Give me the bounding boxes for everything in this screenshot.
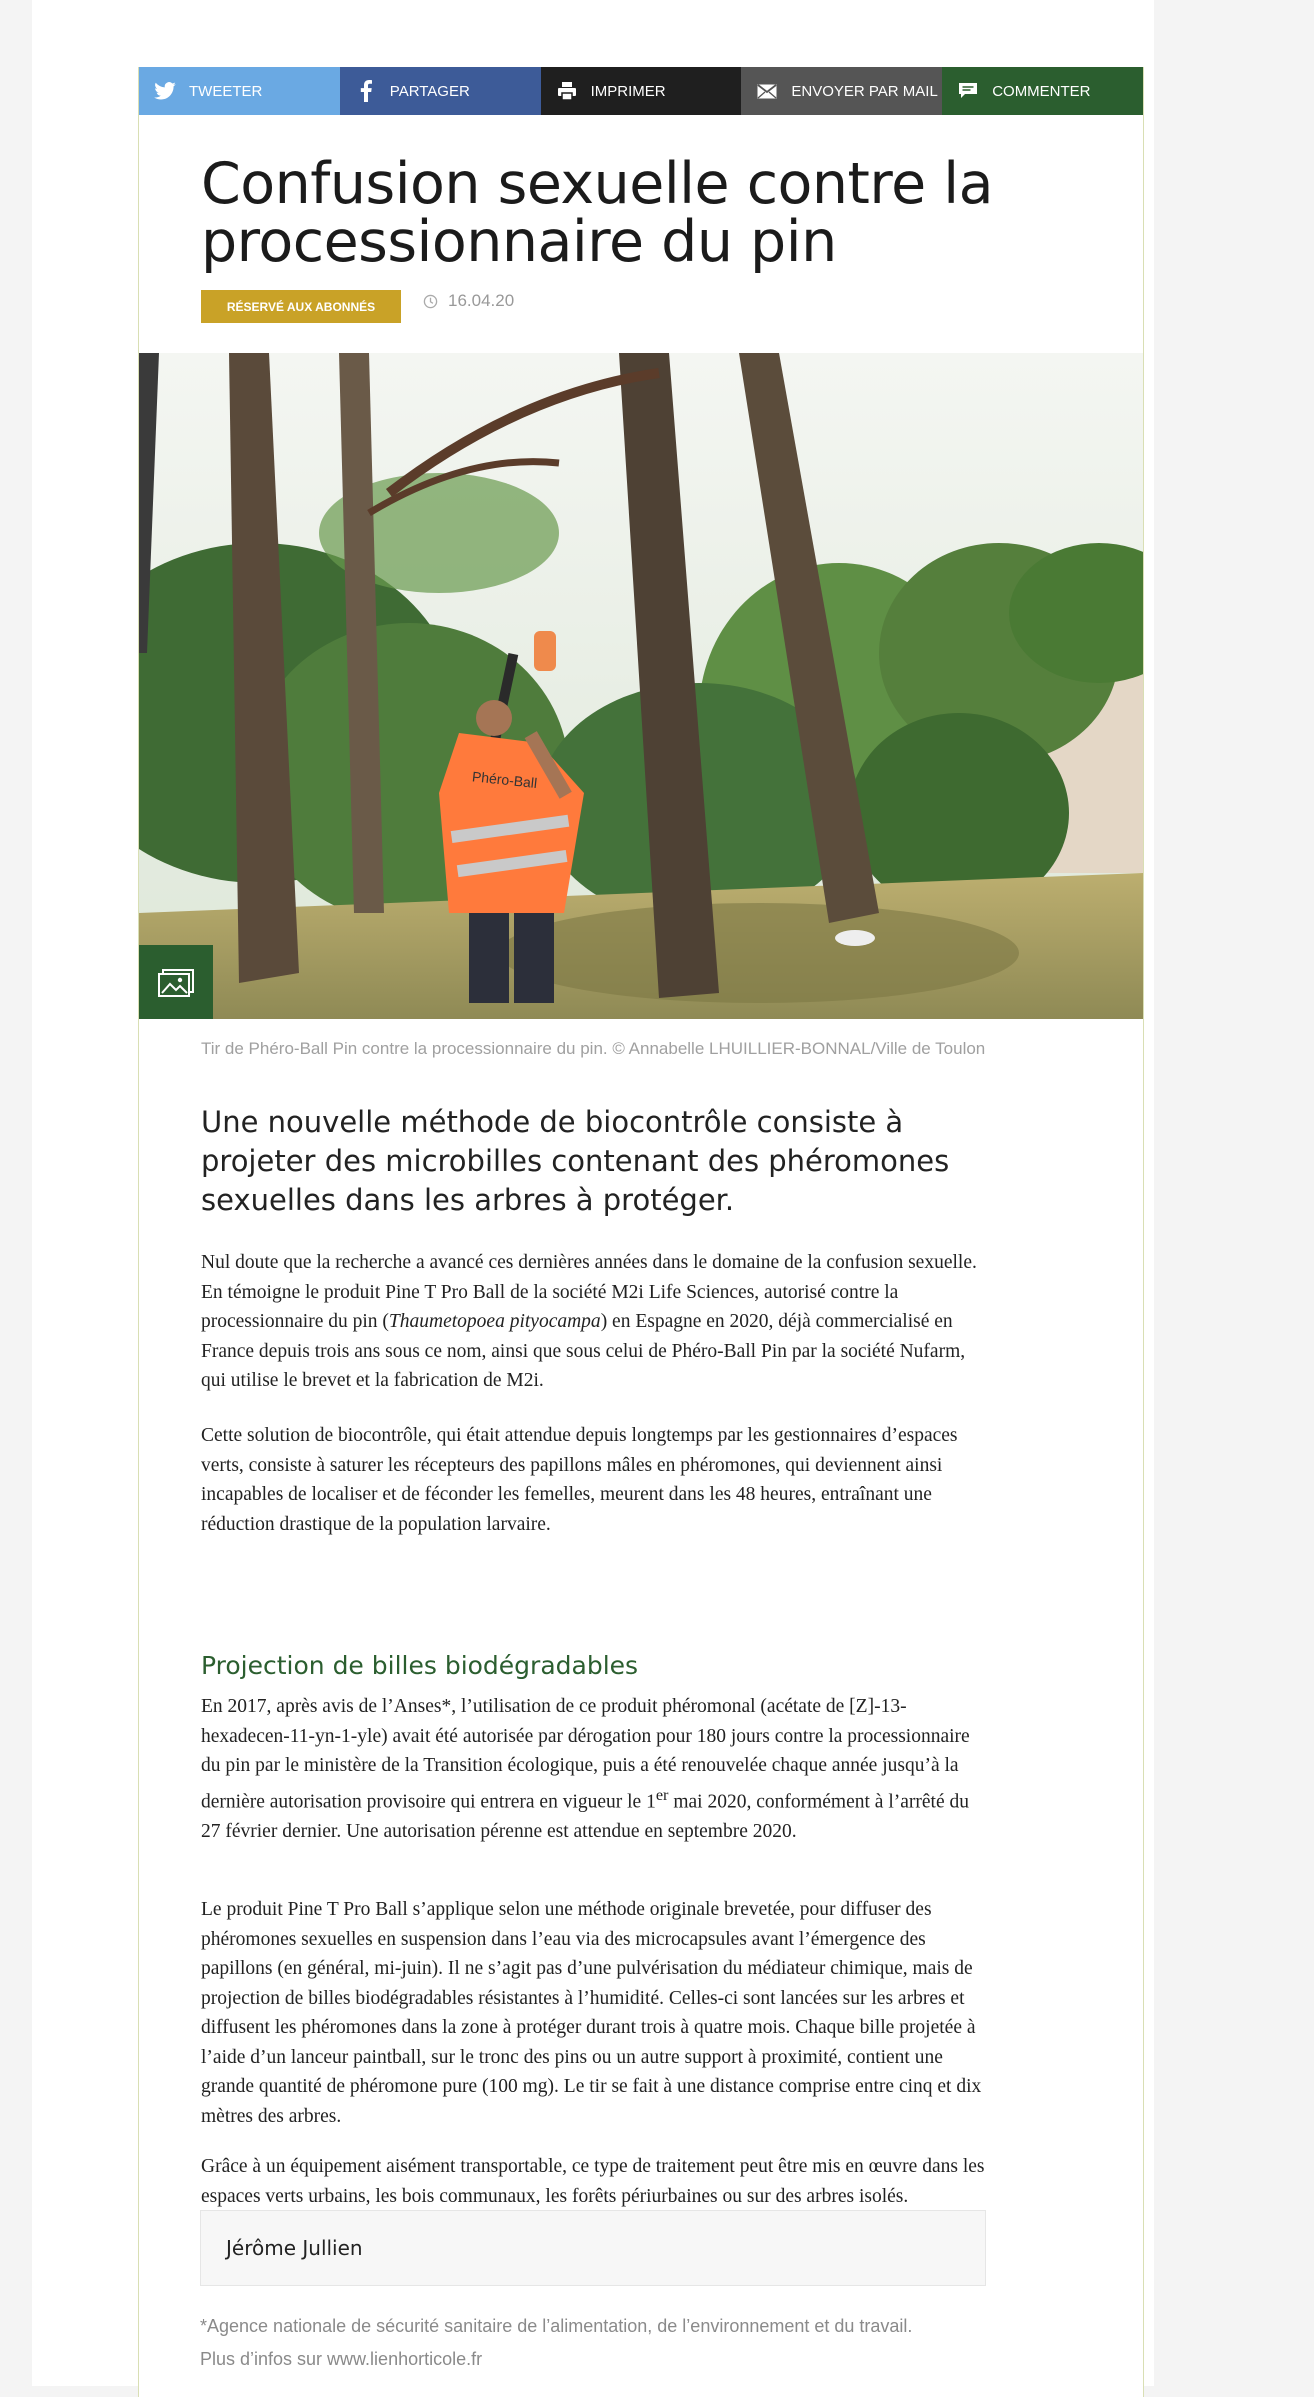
clock-icon: [423, 294, 438, 309]
facebook-icon: [354, 79, 378, 103]
paragraph-2: Cette solution de biocontrôle, qui était attendue depuis longtemps par les gestionnaires d’espaces verts, consiste à saturer les récepteurs des papillons mâles en phéromones, qui deviennent ainsi incapables de localiser et de féconder les femelles, meurent dans les 48 heures, entraînant une réduction drastique de la population larvaire.: [201, 1425, 958, 1535]
photo-illustration: [139, 353, 1143, 1019]
gallery-icon: [156, 967, 196, 997]
paragraph-3-text-a: En 2017, après avis de l’Anses*, l’utilisation de ce produit phéromonal (acétate de [Z]-13-hexadecen-11-yn-1-yle) avait été autorisée par dérogation pour 180 jours contre la processionnaire du pin par le ministère de la Transition écologique, puis a été renouvelée chaque année jusqu’à la dernière autorisation provisoire qui entrera en vigueur le 1: [201, 1696, 970, 1812]
vest-lettering: Phéro-Ball: [471, 768, 538, 792]
author-name: Jérôme Jullien: [226, 2236, 363, 2260]
article-card: [138, 67, 1144, 2397]
more-info-link[interactable]: Plus d’infos sur www.lienhorticole.fr: [200, 2349, 483, 2369]
print-button[interactable]: [541, 67, 742, 115]
gallery-button[interactable]: [139, 945, 213, 1019]
email-button[interactable]: [741, 67, 942, 115]
envelope-icon: [755, 79, 779, 103]
print-label: IMPRIMER: [590, 82, 666, 100]
author-box: [200, 2210, 986, 2286]
paragraph-4: Le produit Pine T Pro Ball s’applique selon une méthode originale brevetée, pour diffuser des phéromones sexuelles en suspension dans l’eau via des microcapsules avant l’émergence des papillons (en général, mi-juin). Il ne s’agit pas d’une pulvérisation du médiateur chimique, mais de projection de billes biodégradables résistantes à l’humidité. Celles-ci sont lancées sur les arbres et diffusent les phéromones dans la zone à protéger durant trois à quatre mois. Chaque bille projetée à l’aide d’un lanceur paintball, sur le tronc des pins ou un autre support à proximité, contient une grande quantité de phéromone pure (100 mg). Le tir se fait à une distance comprise entre cinq et dix mètres des arbres.: [201, 1899, 982, 2127]
share-bar: [139, 67, 1143, 115]
paragraph-1: [201, 1248, 991, 1396]
facebook-share-button[interactable]: [340, 67, 541, 115]
facebook-share-label: PARTAGER: [389, 82, 470, 100]
twitter-bird-icon: [153, 79, 177, 103]
image-caption: Tir de Phéro-Ball Pin contre la processionnaire du pin. © Annabelle LHUILLIER-BONNAL/Ville de Toulon: [201, 1039, 986, 1058]
paragraph-5: Grâce à un équipement aisément transportable, ce type de traitement peut être mis en œuvre dans les espaces verts urbains, les bois communaux, les forêts périurbaines ou sur des arbres isolés.: [201, 2156, 985, 2207]
comment-label: COMMENTER: [992, 82, 1091, 100]
subscriber-badge[interactable]: RÉSERVÉ AUX ABONNÉS: [201, 290, 401, 323]
section-heading: Projection de billes biodégradables: [201, 1651, 639, 1680]
tweet-button[interactable]: [139, 67, 340, 115]
species-name: Thaumetopoea pityocampa: [388, 1311, 601, 1332]
paragraph-3-text-b: mai 2020, conformément à l’arrêté du 27 février dernier. Une autorisation pérenne est attendue en septembre 2020.: [201, 1791, 969, 1842]
footnote: *Agence nationale de sécurité sanitaire de l’alimentation, de l’environnement et du travail.: [200, 2316, 913, 2336]
tweet-label: TWEETER: [189, 82, 263, 100]
article-title: Confusion sexuelle contre la processionnaire du pin: [201, 151, 994, 275]
speech-bubble-icon: [956, 79, 980, 103]
paragraph-1-text-a: Nul doute que la recherche a avancé ces dernières années dans le domaine de la confusion sexuelle. En témoigne le produit Pine T Pro Ball de la société M2i Life Sciences, autorisé contre la processionnaire du pin (: [201, 1252, 977, 1332]
email-label: ENVOYER PAR MAIL: [791, 82, 938, 100]
publish-date: [423, 291, 514, 311]
article-photo[interactable]: [139, 353, 1143, 1019]
printer-icon: [555, 79, 579, 103]
paragraph-1-text-b: ) en Espagne en 2020, déjà commercialisé en France depuis trois ans sous ce nom, ainsi que sous celui de Phéro-Ball Pin par la société Nufarm, qui utilise le brevet et la fabrication de M2i.: [201, 1311, 966, 1391]
paragraph-3: [201, 1692, 991, 1846]
article-lead: Une nouvelle méthode de biocontrôle consiste à projeter des microbilles contenant des phéromones sexuelles dans les arbres à protéger.: [201, 1105, 950, 1217]
superscript: er: [655, 1785, 669, 1804]
date-text: 16.04.20: [448, 291, 515, 310]
comment-button[interactable]: [942, 67, 1143, 115]
